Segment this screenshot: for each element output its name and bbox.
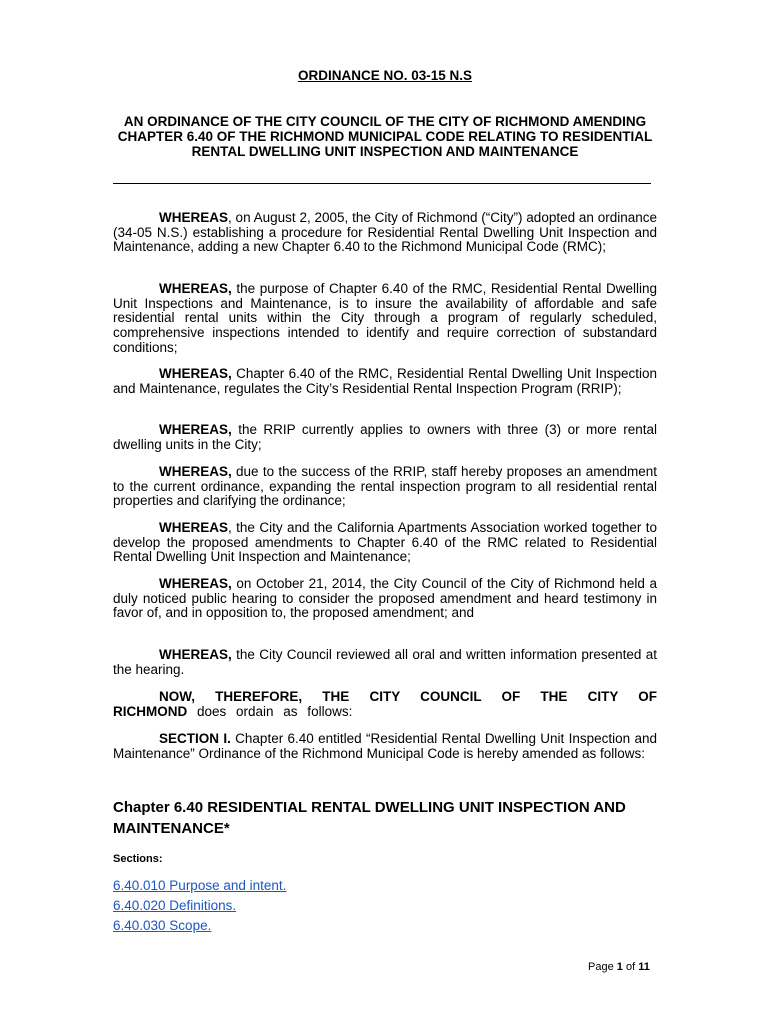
paragraph-text: due to the success of the RRIP, staff hereby proposes an amendment to the current ordinance, expanding the rental inspection program to all residential rental properties and clarifying the ordinance; — [113, 464, 657, 509]
paragraph-lead: WHEREAS, — [159, 464, 232, 479]
paragraph-lead: WHEREAS, — [159, 281, 232, 296]
heading-divider — [113, 183, 651, 184]
section-one-paragraph — [113, 732, 657, 761]
toc-link-scope[interactable]: 6.40.030 Scope. — [113, 918, 212, 933]
whereas-paragraph-8 — [113, 648, 657, 677]
sections-label: Sections: — [113, 853, 163, 865]
paragraph-lead: WHEREAS — [159, 210, 229, 225]
page-word: Page — [588, 961, 614, 973]
paragraph-text: , the City and the California Apartments Association worked together to develop the proposed amendments to Chapter 6.40 of the RMC related to Residential Rental Dwelling Unit Inspection and Maintenance; — [113, 520, 657, 565]
whereas-paragraph-7 — [113, 577, 657, 621]
paragraph-lead: WHEREAS, — [159, 647, 232, 662]
paragraph-lead: WHEREAS — [159, 520, 229, 535]
whereas-paragraph-4 — [113, 423, 657, 452]
paragraph-text: Chapter 6.40 of the RMC, Residential Rental Dwelling Unit Inspection and Maintenance, regulates the City’s Residential Rental Inspection Program (RRIP); — [113, 366, 657, 396]
whereas-paragraph-3 — [113, 367, 657, 396]
paragraph-lead: NOW, THEREFORE, THE CITY COUNCIL OF THE CITY OF RICHMOND — [113, 689, 657, 719]
ordain-paragraph — [113, 690, 657, 719]
chapter-heading: Chapter 6.40 RESIDENTIAL RENTAL DWELLING UNIT INSPECTION AND MAINTENANCE* — [113, 799, 626, 837]
whereas-paragraph-5 — [113, 465, 657, 509]
paragraph-lead: WHEREAS, — [159, 576, 232, 591]
paragraph-text: Chapter 6.40 entitled “Residential Rental Dwelling Unit Inspection and Maintenance” Ordinance of the Richmond Municipal Code is hereby amended as follows: — [113, 731, 657, 761]
paragraph-lead: SECTION I. — [159, 731, 231, 746]
page-number: 1 — [616, 961, 623, 973]
paragraph-text: the RRIP currently applies to owners with three (3) or more rental dwelling units in the City; — [113, 422, 657, 452]
total-pages: 11 — [638, 961, 650, 973]
whereas-paragraph-1 — [113, 211, 657, 255]
paragraph-text: , on August 2, 2005, the City of Richmond (“City”) adopted an ordinance (34-05 N.S.) establishing a procedure for Residential Rental Dwelling Unit Inspection and Maintenance, adding a new Chapter 6.40 to the Richmond Municipal Code (RMC); — [113, 210, 657, 255]
paragraph-lead: WHEREAS, — [159, 422, 232, 437]
paragraph-text: on October 21, 2014, the City Council of the City of Richmond held a duly noticed public hearing to consider the proposed amendment and heard testimony in favor of, and in opposition to, the proposed amendment; and — [113, 576, 657, 621]
paragraph-text: does ordain as follows: — [187, 703, 353, 719]
ordinance-heading: AN ORDINANCE OF THE CITY COUNCIL OF THE CITY OF RICHMOND AMENDING CHAPTER 6.40 OF THE RICHMOND MUNICIPAL CODE RELATING TO RESIDENTIAL RENTAL DWELLING UNIT INSPECTION AND MAINTENANCE — [117, 114, 653, 159]
paragraph-text: the purpose of Chapter 6.40 of the RMC, Residential Rental Dwelling Unit Inspections and Maintenance, is to insure the availability of affordable and safe residential rental units within the City through a program of regularly scheduled, comprehensive inspections intended to identify and require correction of substandard conditions; — [113, 281, 657, 355]
toc-link-definitions[interactable]: 6.40.020 Definitions. — [113, 898, 237, 913]
whereas-paragraph-6 — [113, 521, 657, 565]
page-footer — [588, 961, 650, 973]
paragraph-lead: WHEREAS, — [159, 366, 232, 381]
toc-link-purpose[interactable]: 6.40.010 Purpose and intent. — [113, 878, 287, 893]
of-word: of — [625, 961, 636, 973]
table-of-contents — [113, 876, 286, 936]
whereas-paragraph-2 — [113, 282, 657, 356]
paragraph-text: the City Council reviewed all oral and written information presented at the hearing. — [113, 647, 657, 677]
ordinance-title: ORDINANCE NO. 03-15 N.S — [297, 68, 473, 83]
